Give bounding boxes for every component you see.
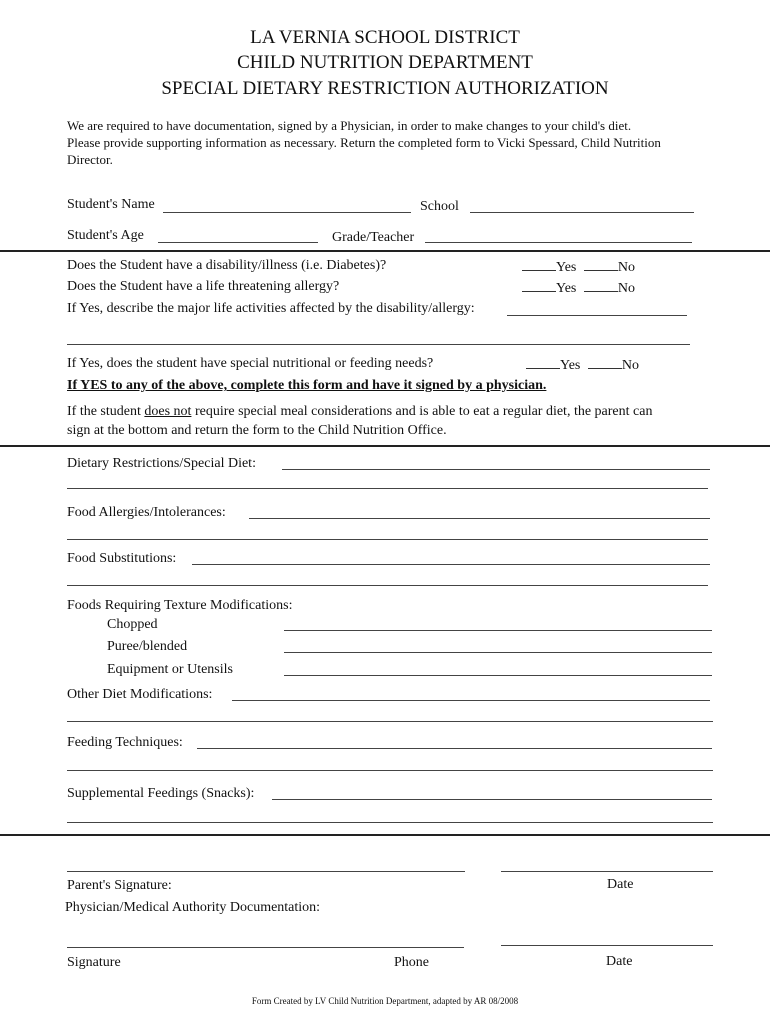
phone-label: Phone: [394, 955, 429, 970]
notice-text: require special meal considerations and is able to eat a regular diet, the parent can: [191, 404, 653, 419]
puree-label: Puree/blended: [107, 639, 188, 654]
equipment-field[interactable]: [284, 675, 712, 676]
student-name-label: Student's Name: [67, 197, 155, 212]
question-nutritional-needs: If Yes, does the student have special nutritional or feeding needs?: [67, 356, 434, 371]
chopped-field[interactable]: [284, 630, 712, 631]
life-activities-field-2[interactable]: [67, 344, 690, 345]
texture-modifications-label: Foods Requiring Texture Modifications:: [67, 598, 293, 613]
school-label: School: [420, 199, 459, 214]
no-label: No: [617, 281, 635, 296]
regular-diet-line-1: [67, 402, 652, 421]
food-allergies-field-2[interactable]: [67, 539, 708, 540]
life-activities-field[interactable]: [507, 315, 687, 316]
parent-signature-label: Parent's Signature:: [67, 878, 172, 893]
no-label: No: [617, 260, 635, 275]
supplemental-feedings-field[interactable]: [272, 799, 712, 800]
section-divider-2: [0, 445, 770, 447]
equipment-label: Equipment or Utensils: [107, 662, 233, 677]
notice-text: If the student: [67, 404, 145, 419]
nutritional-no-blank[interactable]: [588, 356, 622, 369]
no-label: No: [621, 358, 639, 373]
feeding-techniques-field-2[interactable]: [67, 770, 713, 771]
nutritional-yes-blank[interactable]: [526, 356, 560, 369]
allergy-yes-blank[interactable]: [522, 279, 556, 292]
form-title: SPECIAL DIETARY RESTRICTION AUTHORIZATION: [161, 78, 609, 99]
physician-date-label: Date: [606, 954, 633, 969]
notice-emphasis: does not: [144, 404, 192, 419]
nutritional-yes-no[interactable]: [526, 356, 639, 374]
student-age-label: Student's Age: [67, 228, 144, 243]
school-field[interactable]: [470, 212, 694, 213]
grade-teacher-label: Grade/Teacher: [332, 230, 415, 245]
intro-line-3: Director.: [67, 152, 113, 167]
feeding-techniques-label: Feeding Techniques:: [67, 735, 183, 750]
parent-date-line[interactable]: [501, 871, 713, 872]
question-life-activities: If Yes, describe the major life activities affected by the disability/allergy:: [67, 301, 475, 316]
student-age-field[interactable]: [158, 242, 318, 243]
yes-label: Yes: [556, 260, 577, 275]
dietary-restrictions-label: Dietary Restrictions/Special Diet:: [67, 456, 256, 471]
supplemental-feedings-field-2[interactable]: [67, 822, 713, 823]
regular-diet-line-2: sign at the bottom and return the form to the Child Nutrition Office.: [67, 423, 447, 438]
disability-yes-no[interactable]: [522, 258, 635, 276]
physician-signature-line[interactable]: [67, 947, 464, 948]
parent-date-label: Date: [607, 877, 634, 892]
physician-documentation-label: Physician/Medical Authority Documentation:: [65, 900, 321, 915]
dietary-restrictions-field-2[interactable]: [67, 488, 708, 489]
question-disability: Does the Student have a disability/illness (i.e. Diabetes)?: [67, 258, 387, 273]
other-diet-field-2[interactable]: [67, 721, 713, 722]
allergy-no-blank[interactable]: [584, 279, 618, 292]
intro-line-1: We are required to have documentation, signed by a Physician, in order to make changes to your child's diet.: [67, 118, 632, 133]
food-substitutions-field[interactable]: [192, 564, 710, 565]
disability-yes-blank[interactable]: [522, 258, 556, 271]
other-diet-field[interactable]: [232, 700, 710, 701]
other-diet-label: Other Diet Modifications:: [67, 687, 213, 702]
section-divider-1: [0, 250, 770, 252]
student-name-field[interactable]: [163, 212, 411, 213]
parent-signature-line[interactable]: [67, 871, 465, 872]
district-title: LA VERNIA SCHOOL DISTRICT: [250, 27, 520, 48]
question-allergy: Does the Student have a life threatening allergy?: [67, 279, 340, 294]
food-substitutions-field-2[interactable]: [67, 585, 708, 586]
feeding-techniques-field[interactable]: [197, 748, 712, 749]
physician-date-line[interactable]: [501, 945, 713, 946]
chopped-label: Chopped: [107, 617, 158, 632]
intro-line-2: Please provide supporting information as necessary. Return the completed form to Vicki Spessard, Child Nutrition: [67, 135, 661, 150]
grade-teacher-field[interactable]: [425, 242, 692, 243]
allergy-yes-no[interactable]: [522, 279, 635, 297]
supplemental-feedings-label: Supplemental Feedings (Snacks):: [67, 786, 255, 801]
puree-field[interactable]: [284, 652, 712, 653]
signature-label: Signature: [67, 955, 121, 970]
department-title: CHILD NUTRITION DEPARTMENT: [237, 52, 533, 73]
section-divider-3: [0, 834, 770, 836]
disability-no-blank[interactable]: [584, 258, 618, 271]
yes-label: Yes: [560, 358, 581, 373]
food-substitutions-label: Food Substitutions:: [67, 551, 177, 566]
form-footer: Form Created by LV Child Nutrition Department, adapted by AR 08/2008: [251, 996, 519, 1006]
dietary-restrictions-field[interactable]: [282, 469, 710, 470]
physician-notice: If YES to any of the above, complete this form and have it signed by a physician.: [67, 378, 547, 393]
yes-label: Yes: [556, 281, 577, 296]
food-allergies-field[interactable]: [249, 518, 710, 519]
food-allergies-label: Food Allergies/Intolerances:: [67, 505, 226, 520]
